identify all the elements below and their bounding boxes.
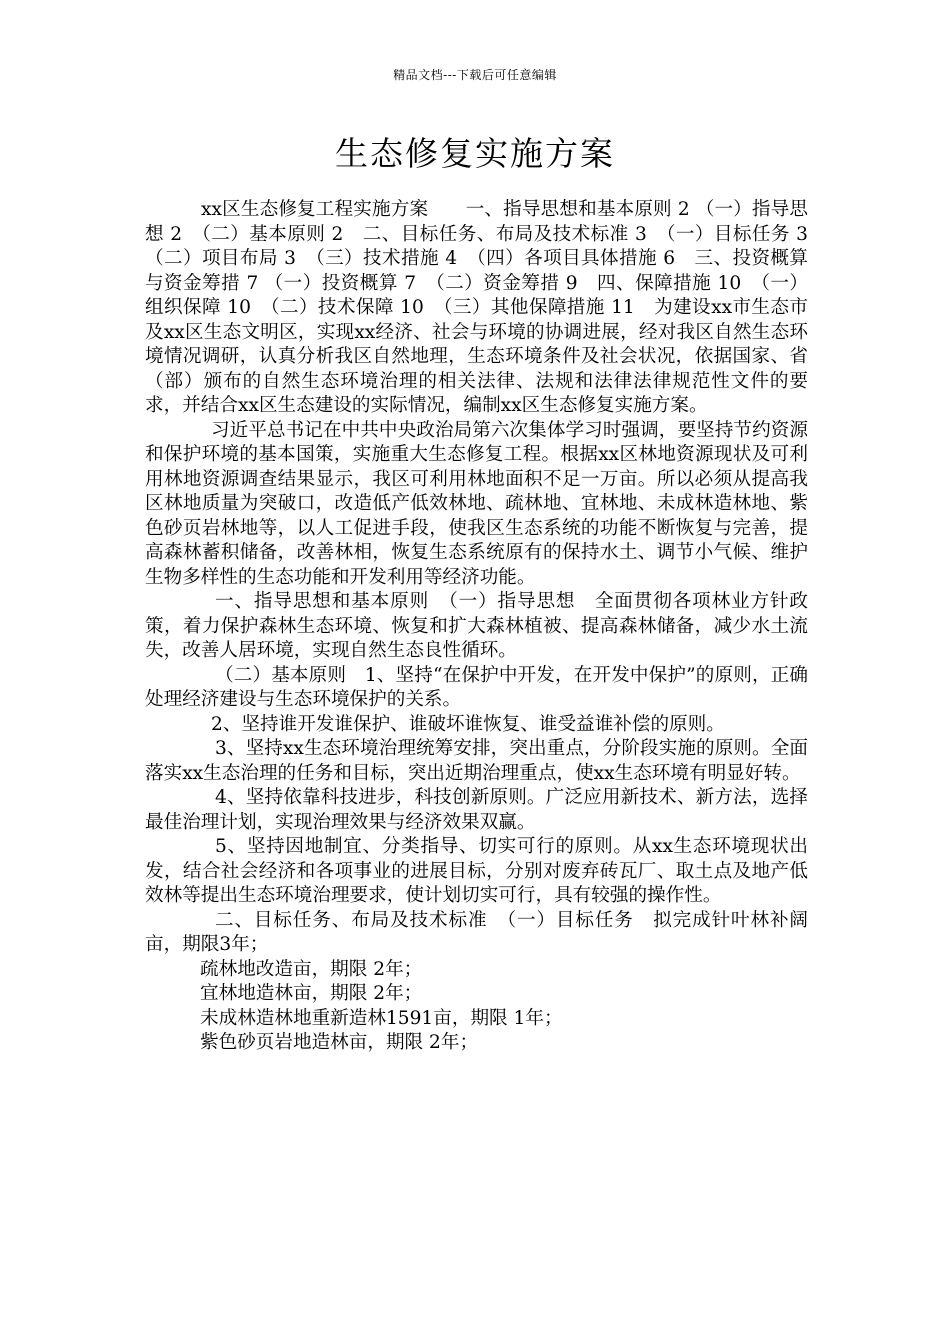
- paragraph-targets: 二、目标任务、布局及技术标准 （一）目标任务 拟完成针叶林补阔 亩，期限3年；: [145, 909, 808, 955]
- list-item: 未成林造林地重新造林1591亩，期限 1年；: [200, 1007, 563, 1029]
- document-title: 生态修复实施方案: [335, 134, 615, 173]
- paragraph-principle-5: 5、坚持因地制宜、分类指导、切实可行的原则。从xx生态环境现状出发，结合社会经济和各项事业的进展目标，分别对废弃砖瓦厂、取土点及地产低效林等提出生态环境治理要求，使计划切实可行，具有较强的操作性。: [145, 836, 808, 906]
- paragraph-background: 习近平总书记在中共中央政治局第六次集体学习时强调，要坚持节约资源和保护环境的基本国策，实施重大生态修复工程。根据xx区林地资源现状及可利用林地资源调查结果显示，我区可利用林地面积不足一万亩。所以必须从提高我区林地质量为突破口，改造低产低效林地、疏林地、宜林地、未成林造林地、紫色砂页岩林地等，以人工促进手段，使我区生态系统的功能不断恢复与完善，提高森林蓄积储备，改善林相，恢复生态系统原有的保持水土、调节小气候、维护生物多样性的生态功能和开发利用等经济功能。: [145, 419, 808, 588]
- paragraph-toc-intro: xx区生态修复工程实施方案 一、指导思想和基本原则 2 （一）指导思想 2 （二）基本原则 2 二、目标任务、布局及技术标准 3 （一）目标任务 3 （二）项目布局 3 （三）技术措施 4 （四）各项目具体措施 6 三、投资概算与资金筹措 7 （一）投资概算 7 （二）资金筹措 9 四、保障措施 10 （一）组织保障 10 （二）技术保障 10 （三）其他保障措施 11 为建设xx市生态市及xx区生态文明区，实现xx经济、社会与环境的协调进展，经对我区自然生态环境情况调研，认真分析我区自然地理，生态环境条件及社会状况，依据国家、省（部）颁布的自然生态环境治理的相关法律、法规和法律法律规范性文件的要求，并结合xx区生态建设的实际情况，编制xx区生态修复实施方案。: [145, 199, 827, 416]
- list-item: 紫色砂页岩地造林亩，期限 2年；: [200, 1032, 479, 1053]
- header-note: 精品文档---下载后可任意编辑: [393, 68, 557, 82]
- list-item: 宜林地造林亩，期限 2年；: [200, 983, 423, 1004]
- list-item: 疏林地改造亩，期限 2年；: [200, 958, 423, 980]
- paragraph-principle-2: 2、坚持谁开发谁保护、谁破坏谁恢复、谁受益谁补偿的原则。: [211, 713, 725, 735]
- document-body: [145, 198, 827, 1056]
- paragraph-principle-4: 4、坚持依靠科技进步，科技创新原则。广泛应用新技术、新方法，选择最佳治理计划，实现治理效果与经济效果双赢。: [145, 787, 808, 833]
- paragraph-principle-3: 3、坚持xx生态环境治理统筹安排，突出重点，分阶段实施的原则。全面落实xx生态治理的任务和目标，突出近期治理重点，使xx生态环境有明显好转。: [145, 738, 808, 784]
- paragraph-guiding-thought: 一、指导思想和基本原则 （一）指导思想 全面贯彻各项林业方针政策，着力保护森林生态环境、恢复和扩大森林植被、提高森林储备，减少水土流失，改善人居环境，实现自然生态良性循环。: [145, 591, 808, 661]
- paragraph-basic-principles: （二）基本原则 1、坚持“在保护中开发，在开发中保护”的原则，正确处理经济建设与生态环境保护的关系。: [145, 664, 808, 710]
